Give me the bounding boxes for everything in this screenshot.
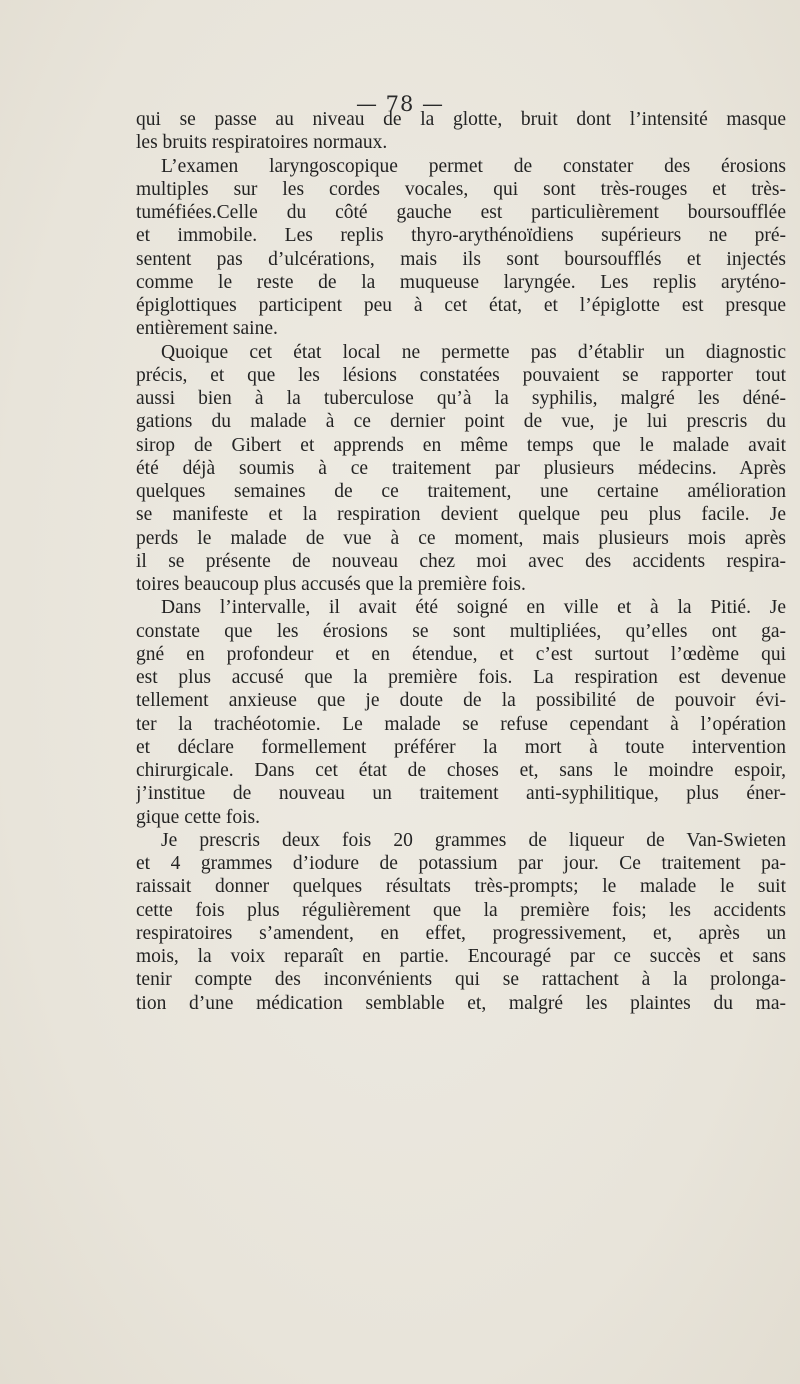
text-line: et 4 grammes d’iodure de potassium par jour. Ce traitement pa- — [136, 853, 786, 874]
text-line: il se présente de nouveau chez moi avec des accidents respira- — [136, 550, 786, 572]
text-line: chirurgicale. Dans cet état de choses et, sans le moindre espoir, — [136, 760, 786, 781]
text-line: j’institue de nouveau un traitement anti-syphilitique, plus éner- — [136, 783, 786, 805]
body-text — [136, 108, 786, 1015]
text-line: Quoique cet état local ne permette pas d’établir un diagnostic — [161, 341, 786, 363]
text-line: qui se passe au niveau de la glotte, bruit dont l’intensité masque — [136, 109, 786, 130]
text-line: les bruits respiratoires normaux. — [136, 132, 388, 154]
text-line: se manifeste et la respiration devient quelque peu plus facile. Je — [136, 504, 786, 526]
text-line: comme le reste de la muqueuse laryngée. Les replis aryténo- — [136, 271, 786, 293]
text-line: quelques semaines de ce traitement, une certaine amélioration — [136, 481, 786, 502]
text-line: précis, et que les lésions constatées pouvaient se rapporter tout — [136, 364, 786, 386]
text-line: entièrement saine. — [136, 318, 278, 340]
text-line: gique cette fois. — [136, 806, 260, 828]
text-line: sentent pas d’ulcérations, mais ils sont boursoufflés et injectés — [136, 248, 786, 270]
text-line: mois, la voix reparaît en partie. Encouragé par ce succès et sans — [136, 946, 786, 967]
text-line: Je prescris deux fois 20 grammes de liqueur de Van-Swieten — [161, 829, 786, 851]
text-line: toires beaucoup plus accusés que la première fois. — [136, 574, 526, 595]
text-line: raissait donner quelques résultats très-prompts; le malade le suit — [136, 876, 786, 898]
text-line: multiples sur les cordes vocales, qui sont très-rouges et très- — [136, 178, 786, 200]
text-line: tenir compte des inconvénients qui se rattachent à la prolonga- — [136, 969, 786, 991]
page-number: — 78 — — [355, 92, 445, 116]
text-line: constate que les érosions se sont multipliées, qu’elles ont ga- — [136, 620, 786, 642]
text-line: cette fois plus régulièrement que la première fois; les accidents — [136, 899, 786, 921]
text-line: tellement anxieuse que je doute de la possibilité de pouvoir évi- — [136, 690, 786, 712]
text-line: perds le malade de vue à ce moment, mais plusieurs mois après — [136, 527, 786, 549]
text-line: respiratoires s’amendent, en effet, progressivement, et, après un — [136, 922, 786, 944]
text-line: L’examen laryngoscopique permet de constater des érosions — [161, 155, 786, 177]
text-line: été déjà soumis à ce traitement par plusieurs médecins. Après — [136, 457, 786, 479]
text-line: gations du malade à ce dernier point de vue, je lui prescris du — [136, 411, 786, 433]
text-line: Dans l’intervalle, il avait été soigné en ville et à la Pitié. Je — [161, 597, 786, 619]
text-line: gné en profondeur et en étendue, et c’est surtout l’œdème qui — [136, 643, 786, 665]
text-line: et immobile. Les replis thyro-arythénoïdiens supérieurs ne pré- — [136, 225, 786, 247]
text-line: ter la trachéotomie. Le malade se refuse cependant à l’opération — [136, 713, 786, 735]
text-line: est plus accusé que la première fois. La respiration est devenue — [136, 667, 786, 688]
text-line: épiglottiques participent peu à cet état, et l’épiglotte est presque — [136, 295, 786, 316]
text-line: tion d’une médication semblable et, malgré les plaintes du ma- — [136, 992, 786, 1014]
text-line: sirop de Gibert et apprends en même temps que le malade avait — [136, 434, 786, 456]
text-line: et déclare formellement préférer la mort à toute intervention — [136, 736, 786, 758]
text-line: aussi bien à la tuberculose qu’à la syphilis, malgré les déné- — [136, 388, 786, 409]
text-line: tuméfiées.Celle du côté gauche est particulièrement boursoufflée — [136, 202, 786, 223]
